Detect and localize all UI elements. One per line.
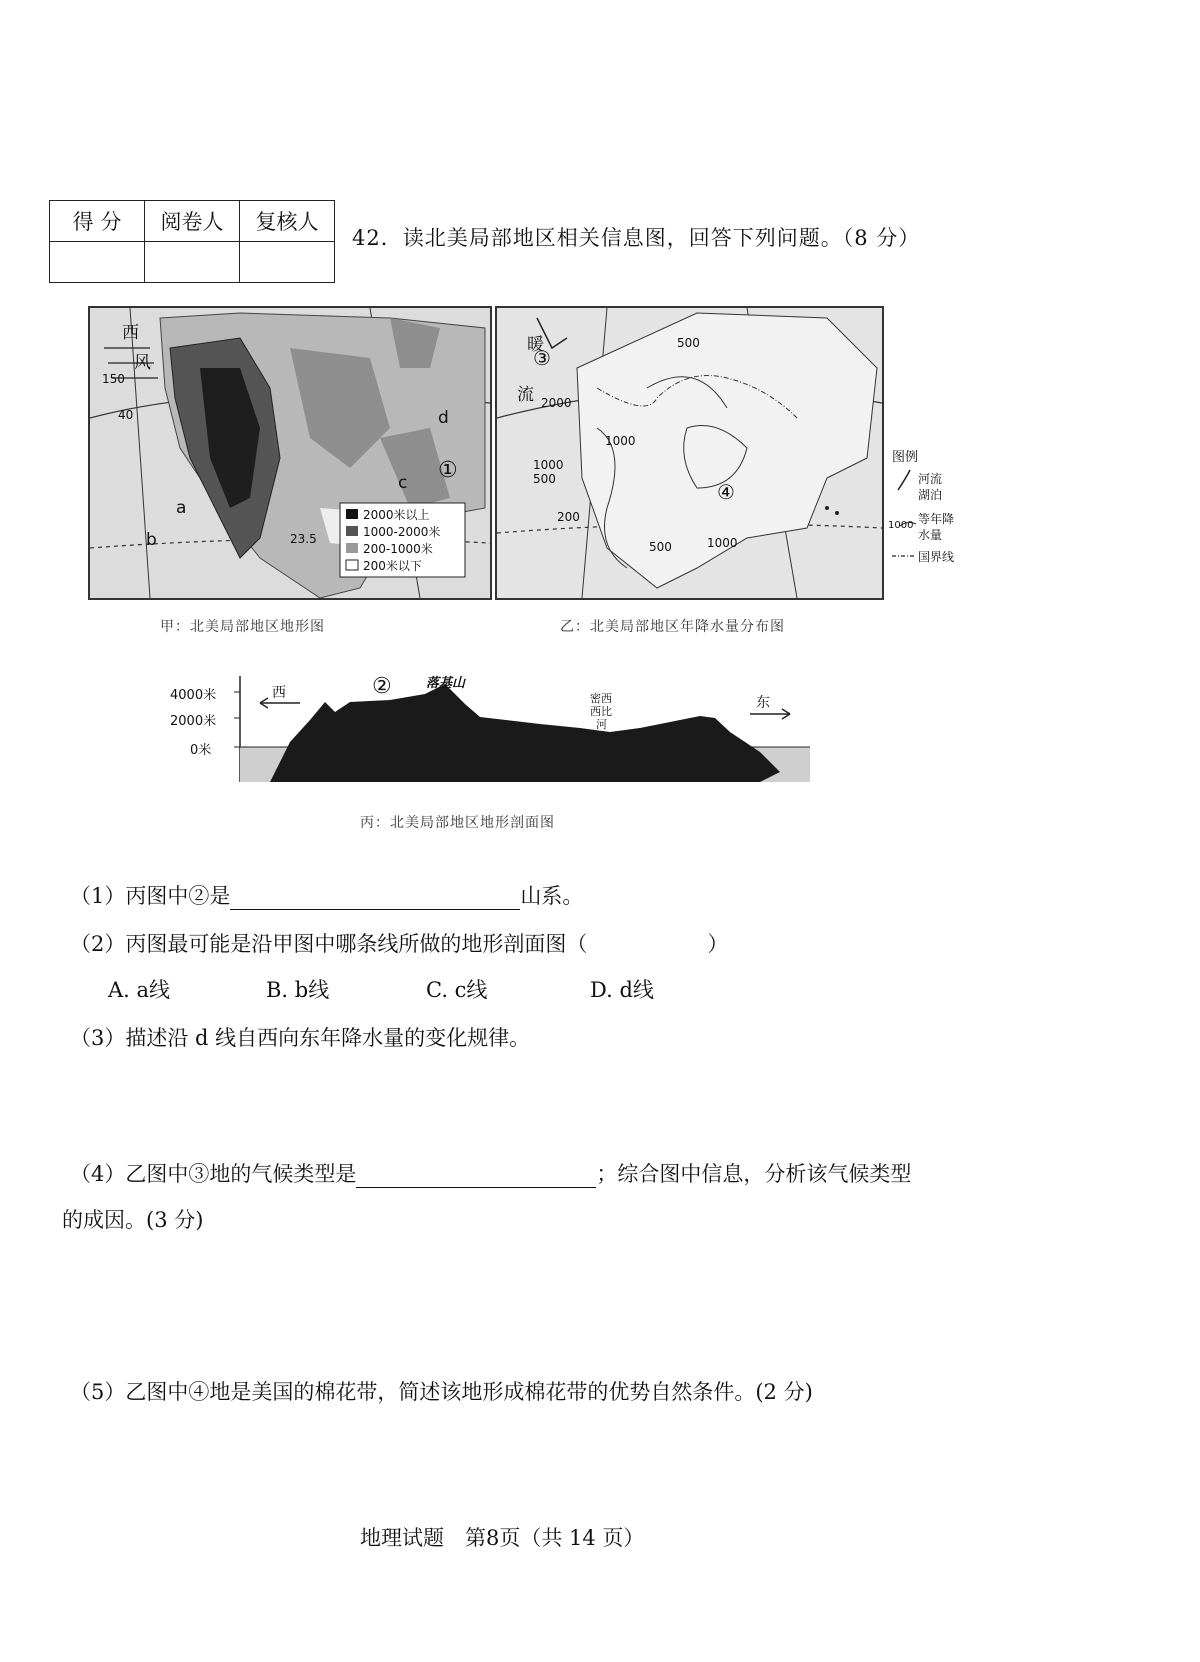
warm-label: 暖 (527, 335, 544, 355)
map-yi-legend (888, 440, 988, 590)
legend-symbols (888, 440, 988, 590)
map-yi-svg (497, 308, 882, 598)
iso-1000-a: 1000 (605, 434, 636, 448)
iso-1000-c: 1000 (707, 536, 738, 550)
q2 (70, 928, 728, 958)
profile-caption: 丙：北美局部地区地形剖面图 (360, 815, 555, 831)
line-b-label: b (146, 530, 157, 550)
circle-1-label: ① (438, 458, 458, 483)
y-tick-2000: 2000米 (170, 714, 217, 729)
q3: （3）描述沿 d 线自西向东年降水量的变化规律。 (70, 1026, 531, 1050)
map-jia (88, 306, 492, 600)
q5: （5）乙图中④地是美国的棉花带，简述该地形成棉花带的优势自然条件。(2 分) (70, 1380, 813, 1404)
mississippi-1: 密西 (590, 692, 612, 705)
current-label: 流 (517, 385, 534, 405)
rocky-label: 落基山 (426, 676, 466, 691)
lat235-label: 23.5 (290, 532, 317, 546)
profile-svg (160, 672, 820, 802)
option-a[interactable]: A. a线 (108, 978, 171, 1002)
line-a-label: a (176, 498, 187, 518)
lat40-label: 40 (118, 408, 134, 422)
circle-2-label: ② (372, 674, 392, 699)
legend-river: 河流 (918, 472, 943, 486)
east-label: 东 (756, 695, 770, 711)
profile-bing (160, 672, 820, 802)
iso-2000: 2000 (541, 396, 572, 410)
q2-text: （2）丙图最可能是沿甲图中哪条线所做的地形剖面图（ (70, 932, 588, 956)
option-d[interactable]: D. d线 (590, 978, 654, 1002)
q4-pre: （4）乙图中③地的气候类型是 (70, 1162, 357, 1186)
grader-cell[interactable] (145, 242, 240, 283)
page-footer: 地理试题 第8页（共 14 页） (360, 1526, 645, 1550)
circle-4-label: ④ (717, 480, 735, 504)
q2-close: ） (707, 932, 729, 956)
legend-lake: 湖泊 (918, 488, 943, 502)
circle-3-label: ③ (533, 346, 551, 370)
west-label: 西 (272, 685, 286, 701)
map-jia-caption: 甲：北美局部地区地形图 (160, 619, 325, 635)
westerly-label-2: 风 (134, 353, 151, 373)
score-header: 得 分 (50, 201, 145, 242)
q1-post: 山系。 (520, 884, 584, 908)
legend-iso-value: 1000 (888, 520, 914, 531)
q1-blank[interactable] (230, 887, 520, 910)
legend-200-1000: 200-1000米 (363, 542, 433, 556)
reviewer-cell[interactable] (240, 242, 335, 283)
westerly-label: 西 (122, 323, 139, 343)
q1-pre: （1）丙图中②是 (70, 884, 231, 908)
option-b[interactable]: B. b线 (266, 978, 330, 1002)
grader-header: 阅卷人 (145, 201, 240, 242)
legend-2000: 2000米以上 (363, 508, 430, 522)
y-tick-4000: 4000米 (170, 688, 217, 703)
iso-1000-b: 1000 (533, 458, 564, 472)
legend-1000-2000: 1000-2000米 (363, 525, 441, 539)
iso-500-c: 500 (649, 540, 672, 554)
map-yi-caption: 乙：北美局部地区年降水量分布图 (560, 619, 785, 635)
legend-title: 图例 (892, 450, 919, 465)
score-cell[interactable] (50, 242, 145, 283)
legend-iso-1: 等年降 (918, 512, 955, 526)
q4-post: ；综合图中信息，分析该气候类型 (596, 1162, 912, 1186)
score-table (49, 200, 335, 283)
q4-line2: 的成因。(3 分) (62, 1208, 204, 1232)
line-d-label: d (438, 408, 449, 428)
line-c-label: c (398, 473, 408, 493)
q1 (70, 880, 583, 910)
q4 (70, 1158, 911, 1188)
lon150-label: 150 (102, 372, 125, 386)
y-tick-0: 0米 (190, 743, 212, 758)
reviewer-header: 复核人 (240, 201, 335, 242)
iso-500-a: 500 (677, 336, 700, 350)
q2-options (108, 974, 708, 1004)
legend-border: 国界线 (918, 550, 955, 564)
map-yi (495, 306, 884, 600)
legend-iso-2: 水量 (918, 528, 943, 542)
question-title: 42．读北美局部地区相关信息图，回答下列问题。（8 分） (352, 226, 921, 250)
q4-blank[interactable] (356, 1165, 596, 1188)
mississippi-3: 河 (596, 718, 607, 731)
iso-500-b: 500 (533, 472, 556, 486)
mississippi-2: 西比 (590, 705, 612, 718)
legend-200: 200米以下 (363, 559, 422, 573)
iso-200: 200 (557, 510, 580, 524)
option-c[interactable]: C. c线 (426, 978, 488, 1002)
